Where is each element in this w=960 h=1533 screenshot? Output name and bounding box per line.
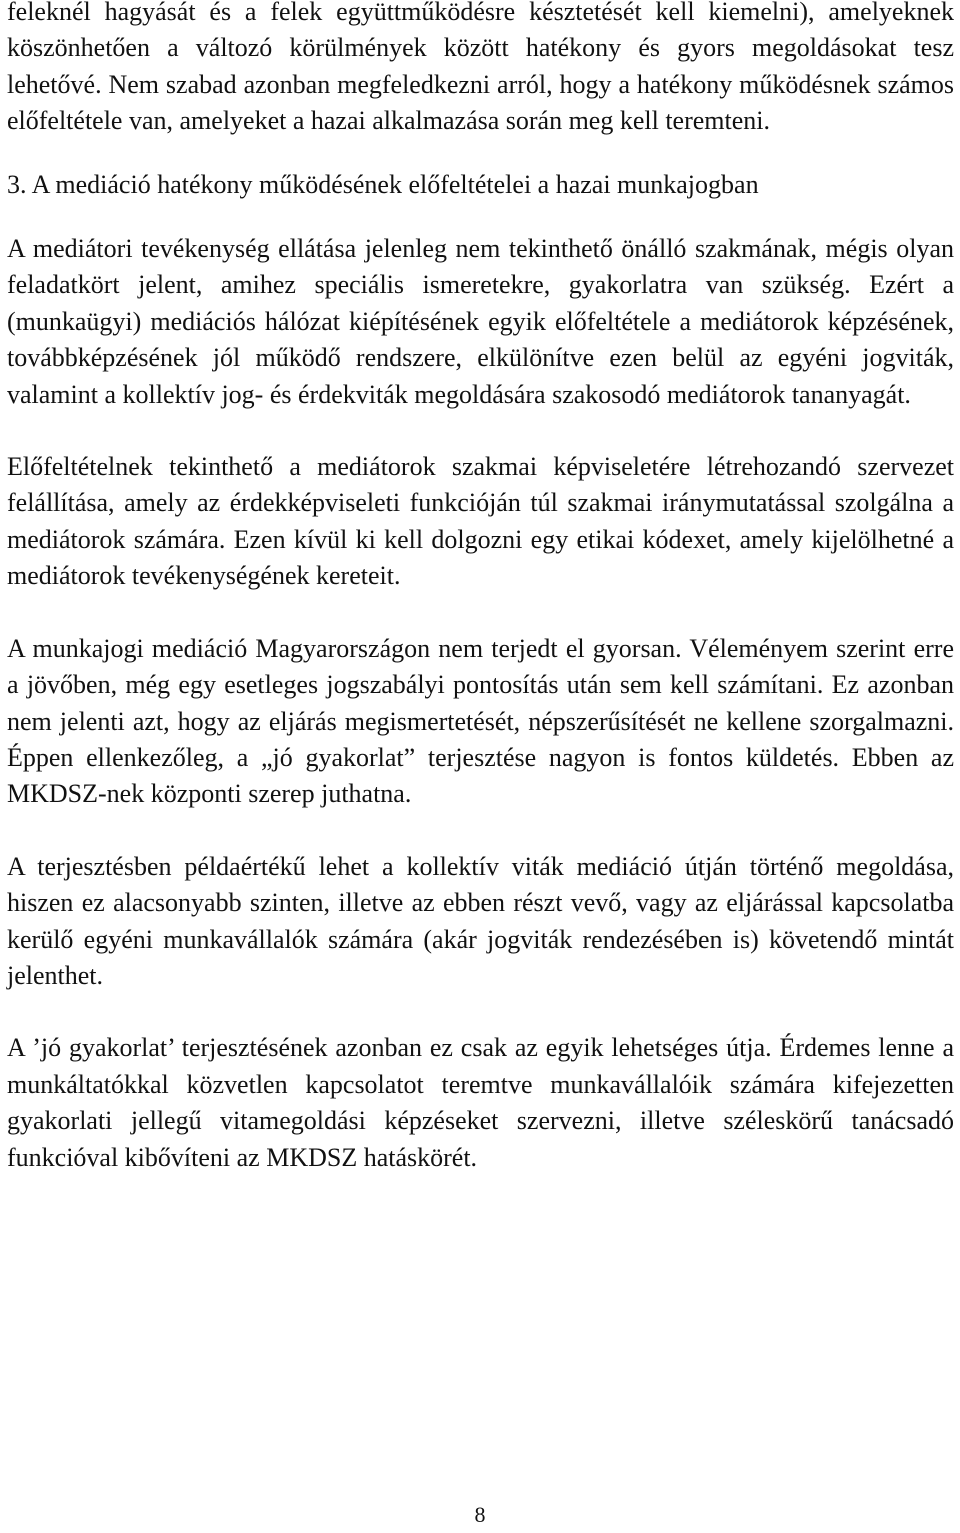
paragraph-mediation-in-hungary: A munkajogi mediáció Magyarországon nem terjedt el gyorsan. Véleményem szerint erre a jövőben, még egy esetleges jogszabályi pontosítás után sem kell számítani. Ez azonban nem jelenti azt, hogy az eljárás megismertetését, népszerűsítését ne kellene szorgalmazni. Éppen ellenkezőleg, a „jó gyakorlat” terjesztése nagyon is fontos küldetés. Ebben az MKDSZ-nek központi szerep juthatna. — [7, 633, 954, 809]
paragraph-collective-disputes: A terjesztésben példaértékű lehet a kollektív viták mediáció útján történő megoldása, hiszen ez alacsonyabb szinten, illetve az ebben részt vevő, vagy az eljárással kapcsolatba kerülő egyéni munkavállalók számára (akár jogviták rendezésében is) követendő mintát jelenthet. — [7, 851, 954, 990]
document-page — [7, 0, 954, 1176]
paragraph-good-practice: A ’jó gyakorlat’ terjesztésének azonban ez csak az egyik lehetséges útja. Érdemes lenne a munkáltatókkal közvetlen kapcsolatot teremtve munkavállalóik számára kifejezetten gyakorlati jellegű vitamegoldási képzéseket szervezni, illetve széleskörű tanácsadó funkcióval kibővíteni az MKDSZ hatáskörét. — [7, 1033, 954, 1172]
paragraph-mediator-training: A mediátori tevékenység ellátása jelenleg nem tekinthető önálló szakmának, mégis olyan feladatkört jelent, amihez speciális ismeretekre, gyakorlatra van szükség. Ezért a (munkaügyi) mediációs hálózat kiépítésének egyik előfeltétele a mediátorok képzésének, továbbképzésének jól működő rendszere, elkülönítve ezen belül az egyéni jogviták, valamint a kollektív jog- és érdekviták megoldására szakosodó mediátorok tananyagát. — [7, 234, 954, 409]
paragraph-professional-organization: Előfeltételnek tekinthető a mediátorok szakmai képviseletére létrehozandó szervezet felállítása, amely az érdekképviseleti funkcióján túl szakmai iránymutatással szolgálna a mediátorok számára. Ezen kívül ki kell dolgozni egy etikai kódexet, amely kijelölhetné a mediátorok tevékenységének kereteit. — [7, 452, 954, 591]
section-heading: 3. A mediáció hatékony működésének előfeltételei a hazai munkajogban — [7, 169, 759, 199]
intro-paragraph: feleknél hagyását és a felek együttműködésre késztetését kell kiemelni), amelyeknek köszönhetően a változó körülmények között hatékony és gyors megoldásokat tesz lehetővé. Nem szabad azonban megfeledkezni arról, hogy a hatékony működésnek számos előfeltétele van, amelyeket a hazai alkalmazása során meg kell teremteni. — [7, 0, 954, 136]
page-number: 8 — [474, 1502, 486, 1527]
